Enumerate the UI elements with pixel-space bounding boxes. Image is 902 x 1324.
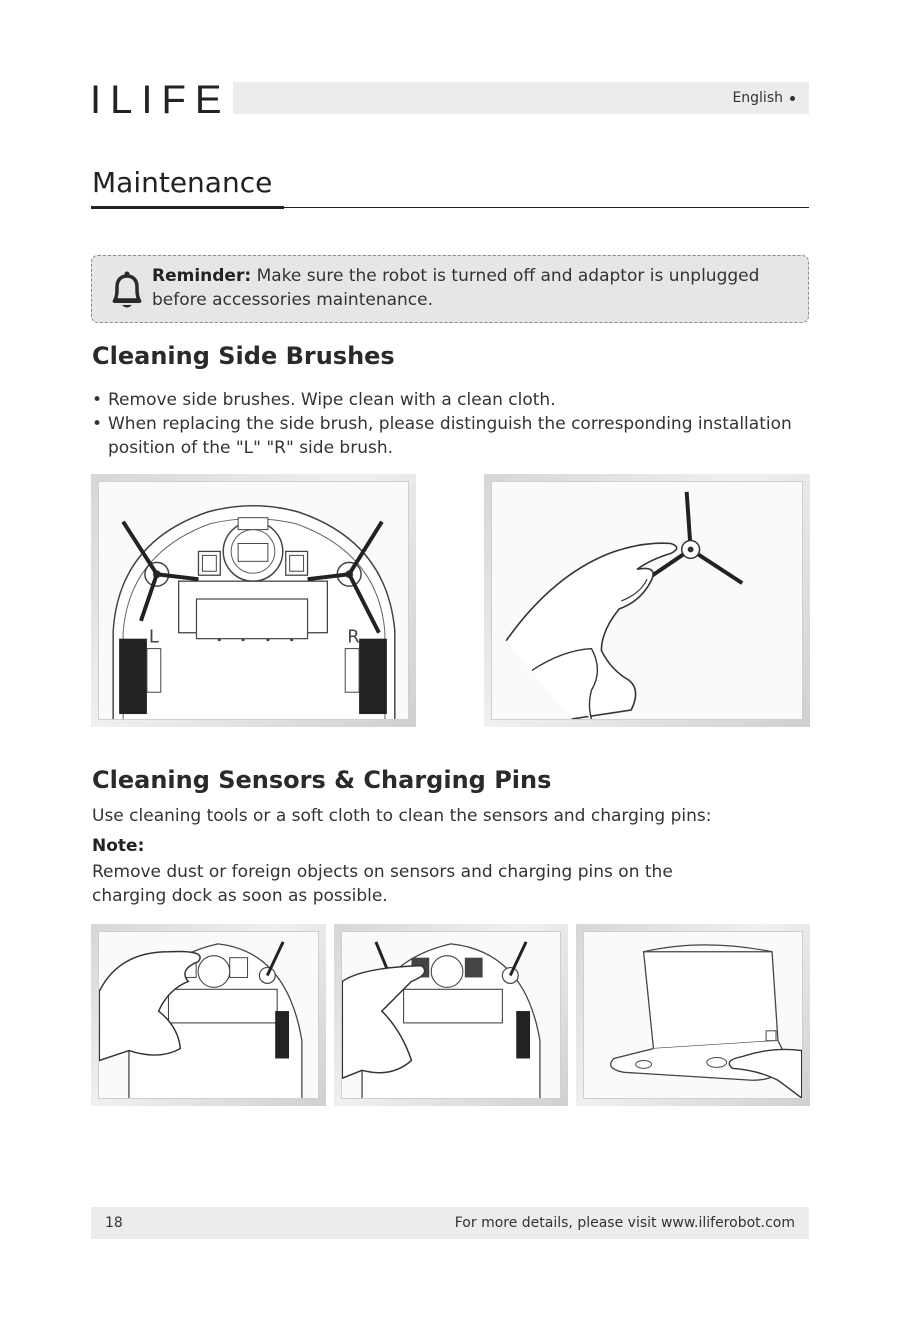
reminder-box xyxy=(91,255,809,323)
side-brushes-bullets xyxy=(90,388,810,460)
side-brushes-heading: Cleaning Side Brushes xyxy=(92,342,395,370)
title-underline xyxy=(91,206,284,209)
right-brush-label: R xyxy=(347,626,360,648)
bullet-item: • Remove side brushes. Wipe clean with a clean cloth. xyxy=(90,388,810,412)
robot-underside-illustration xyxy=(99,482,408,719)
left-brush-label: L xyxy=(148,626,159,648)
footer-bar xyxy=(91,1207,809,1239)
bullet-item: • When replacing the side brush, please distinguish the corresponding installation position of the "L" "R" side brush. xyxy=(90,412,810,460)
header-bar xyxy=(233,82,809,114)
reminder-label: Reminder: xyxy=(152,266,252,286)
language-dot-icon xyxy=(790,96,795,101)
clean-sensor-illustration-2 xyxy=(342,932,560,1098)
sensors-heading: Cleaning Sensors & Charging Pins xyxy=(92,766,552,794)
language-label: English xyxy=(732,90,783,106)
footer-website-text: For more details, please visit www.iliferobot.com xyxy=(454,1215,795,1231)
wipe-brush-figure xyxy=(484,474,810,727)
clean-sensor-figure-1 xyxy=(91,924,326,1106)
robot-underside-figure xyxy=(91,474,416,727)
clean-sensor-figure-2 xyxy=(334,924,568,1106)
note-text: Remove dust or foreign objects on sensors and charging pins on the charging dock as soon as possible. xyxy=(92,862,673,906)
bell-icon xyxy=(110,270,144,310)
note-label: Note: xyxy=(92,836,145,856)
reminder-message: Make sure the robot is turned off and adaptor is unplugged before accessories maintenance. xyxy=(152,266,760,310)
page-number: 18 xyxy=(105,1215,123,1231)
clean-sensor-illustration-1 xyxy=(99,932,318,1098)
wipe-brush-illustration xyxy=(492,482,802,719)
reminder-text xyxy=(152,264,802,312)
page-title: Maintenance xyxy=(92,166,273,199)
title-rule xyxy=(284,207,809,208)
sensors-intro: Use cleaning tools or a soft cloth to clean the sensors and charging pins: xyxy=(92,806,712,826)
brand-logo: ILIFE xyxy=(90,78,231,122)
charging-dock-illustration xyxy=(584,932,802,1098)
clean-dock-pins-figure xyxy=(576,924,810,1106)
